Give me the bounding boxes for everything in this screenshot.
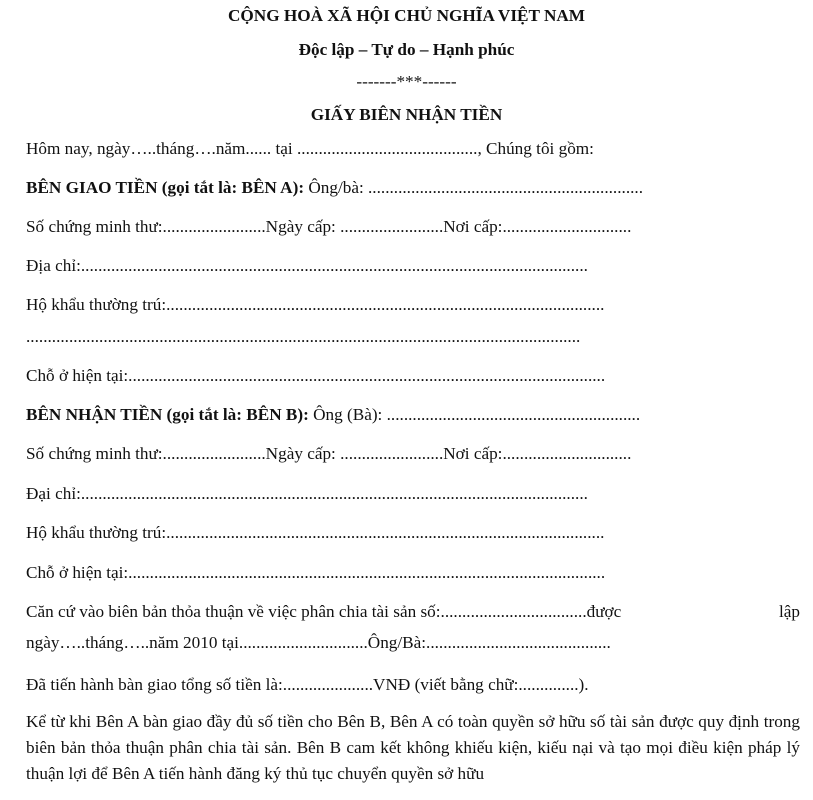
party-a-name-field: Ông/bà: ................................................................ — [304, 178, 644, 197]
party-b-id-line: Số chứng minh thư:........................Ngày cấp: ........................Nơi cấp:.............................. — [26, 444, 632, 463]
party-b-current-address-line: Chỗ ở hiện tại:............................................................................................................... — [26, 563, 606, 582]
party-a-household-line: Hộ khẩu thường trú:...................................................................................................... — [26, 295, 605, 314]
document-title: GIẤY BIÊN NHẬN TIỀN — [310, 105, 503, 124]
country-heading: CỘNG HOÀ XÃ HỘI CHỦ NGHĨA VIỆT NAM — [228, 6, 585, 25]
party-a-dots-line: ................................................................................................................................. — [26, 327, 581, 346]
closing-paragraph: Kể từ khi Bên A bàn giao đầy đủ số tiền cho Bên B, Bên A có toàn quyền sở hữu số tài sản được quy định trong biên bản thỏa thuận phân chia tài sản. Bên B cam kết không khiếu kiện, kiếu nại và tạo mọi điều kiện pháp lý thuận lợi để Bên A tiến hành đăng ký thủ tục chuyển quyền sở hữu — [26, 712, 800, 783]
party-b-name-line — [26, 405, 640, 425]
party-a-current-address-line: Chỗ ở hiện tại:............................................................................................................... — [26, 366, 606, 385]
basis-text-end: lập — [779, 602, 800, 621]
basis-text: Căn cứ vào biên bản thỏa thuận về việc phân chia tài sản số:..................................được — [26, 602, 622, 621]
party-a-id-line: Số chứng minh thư:........................Ngày cấp: ........................Nơi cấp:.............................. — [26, 217, 632, 236]
party-a-name-line — [26, 178, 643, 198]
basis-line-2: ngày…..tháng…..năm 2010 tại..............................Ông/Bà:........................................... — [26, 633, 611, 652]
basis-line-1 — [26, 602, 800, 622]
party-a-label: BÊN GIAO TIỀN (gọi tắt là: BÊN A): — [26, 178, 305, 197]
party-a-address-line: Địa chỉ:...................................................................................................................... — [26, 256, 588, 275]
separator: -------***------ — [356, 72, 457, 91]
party-b-address-line: Đại chỉ:...................................................................................................................... — [26, 484, 588, 503]
motto: Độc lập – Tự do – Hạnh phúc — [298, 40, 515, 59]
amount-line: Đã tiến hành bàn giao tổng số tiền là:.....................VNĐ (viết bằng chữ:..............). — [26, 675, 589, 694]
party-b-name-field: Ông (Bà): ........................................................... — [308, 405, 641, 424]
intro-line: Hôm nay, ngày…..tháng….năm...... tại .........................................., Chúng tôi gồm: — [26, 139, 594, 158]
party-b-label: BÊN NHẬN TIỀN (gọi tắt là: BÊN B): — [26, 405, 309, 424]
party-b-household-line: Hộ khẩu thường trú:...................................................................................................... — [26, 523, 605, 542]
